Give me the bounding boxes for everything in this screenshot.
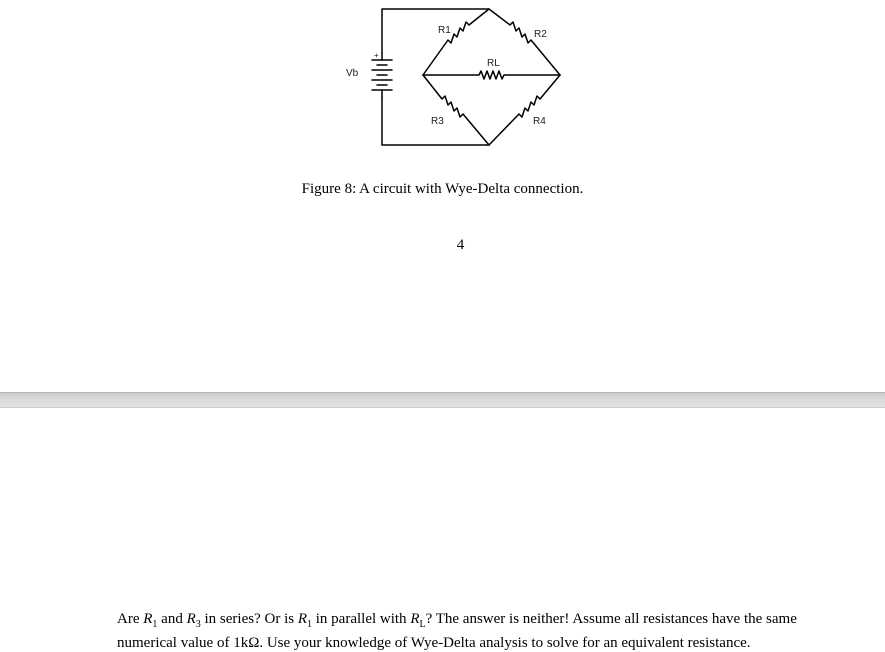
variable-rl: $R_L$ — [410, 611, 426, 630]
wire-top — [382, 9, 489, 53]
label-r1: R1 — [438, 25, 451, 36]
text-segment: Are — [117, 611, 144, 627]
figure-caption: Figure 8: A circuit with Wye-Delta connection. — [301, 181, 584, 197]
text-segment: in series? Or is — [200, 611, 298, 627]
question-paragraph — [117, 610, 817, 652]
resistor-rl — [423, 71, 560, 79]
label-r4: R4 — [533, 116, 546, 127]
label-plus: + — [374, 51, 379, 60]
variable-r3: $R_3$ — [186, 611, 201, 630]
label-r3: R3 — [431, 116, 444, 127]
label-rl: RL — [487, 58, 500, 69]
label-vb: Vb — [346, 68, 359, 79]
text-segment: and — [157, 611, 187, 627]
label-r2: R2 — [534, 29, 547, 40]
page-number: 4 — [456, 237, 465, 253]
variable-r1: $R_1$ — [297, 611, 312, 630]
resistor-r1 — [423, 9, 489, 75]
resistor-r3 — [423, 75, 489, 145]
variable-r1: $R_1$ — [143, 611, 158, 630]
text-segment: in parallel with — [312, 611, 411, 627]
wye-delta-circuit-diagram — [330, 0, 580, 160]
text-segment: ? The answer is neither! Assume all resistances have the same numerical value of 1kΩ. Use your knowledge of Wye-Delta analysis to solve for an equivalent resistance. — [117, 611, 797, 651]
page-separator — [0, 392, 885, 408]
resistor-r4 — [489, 75, 560, 145]
